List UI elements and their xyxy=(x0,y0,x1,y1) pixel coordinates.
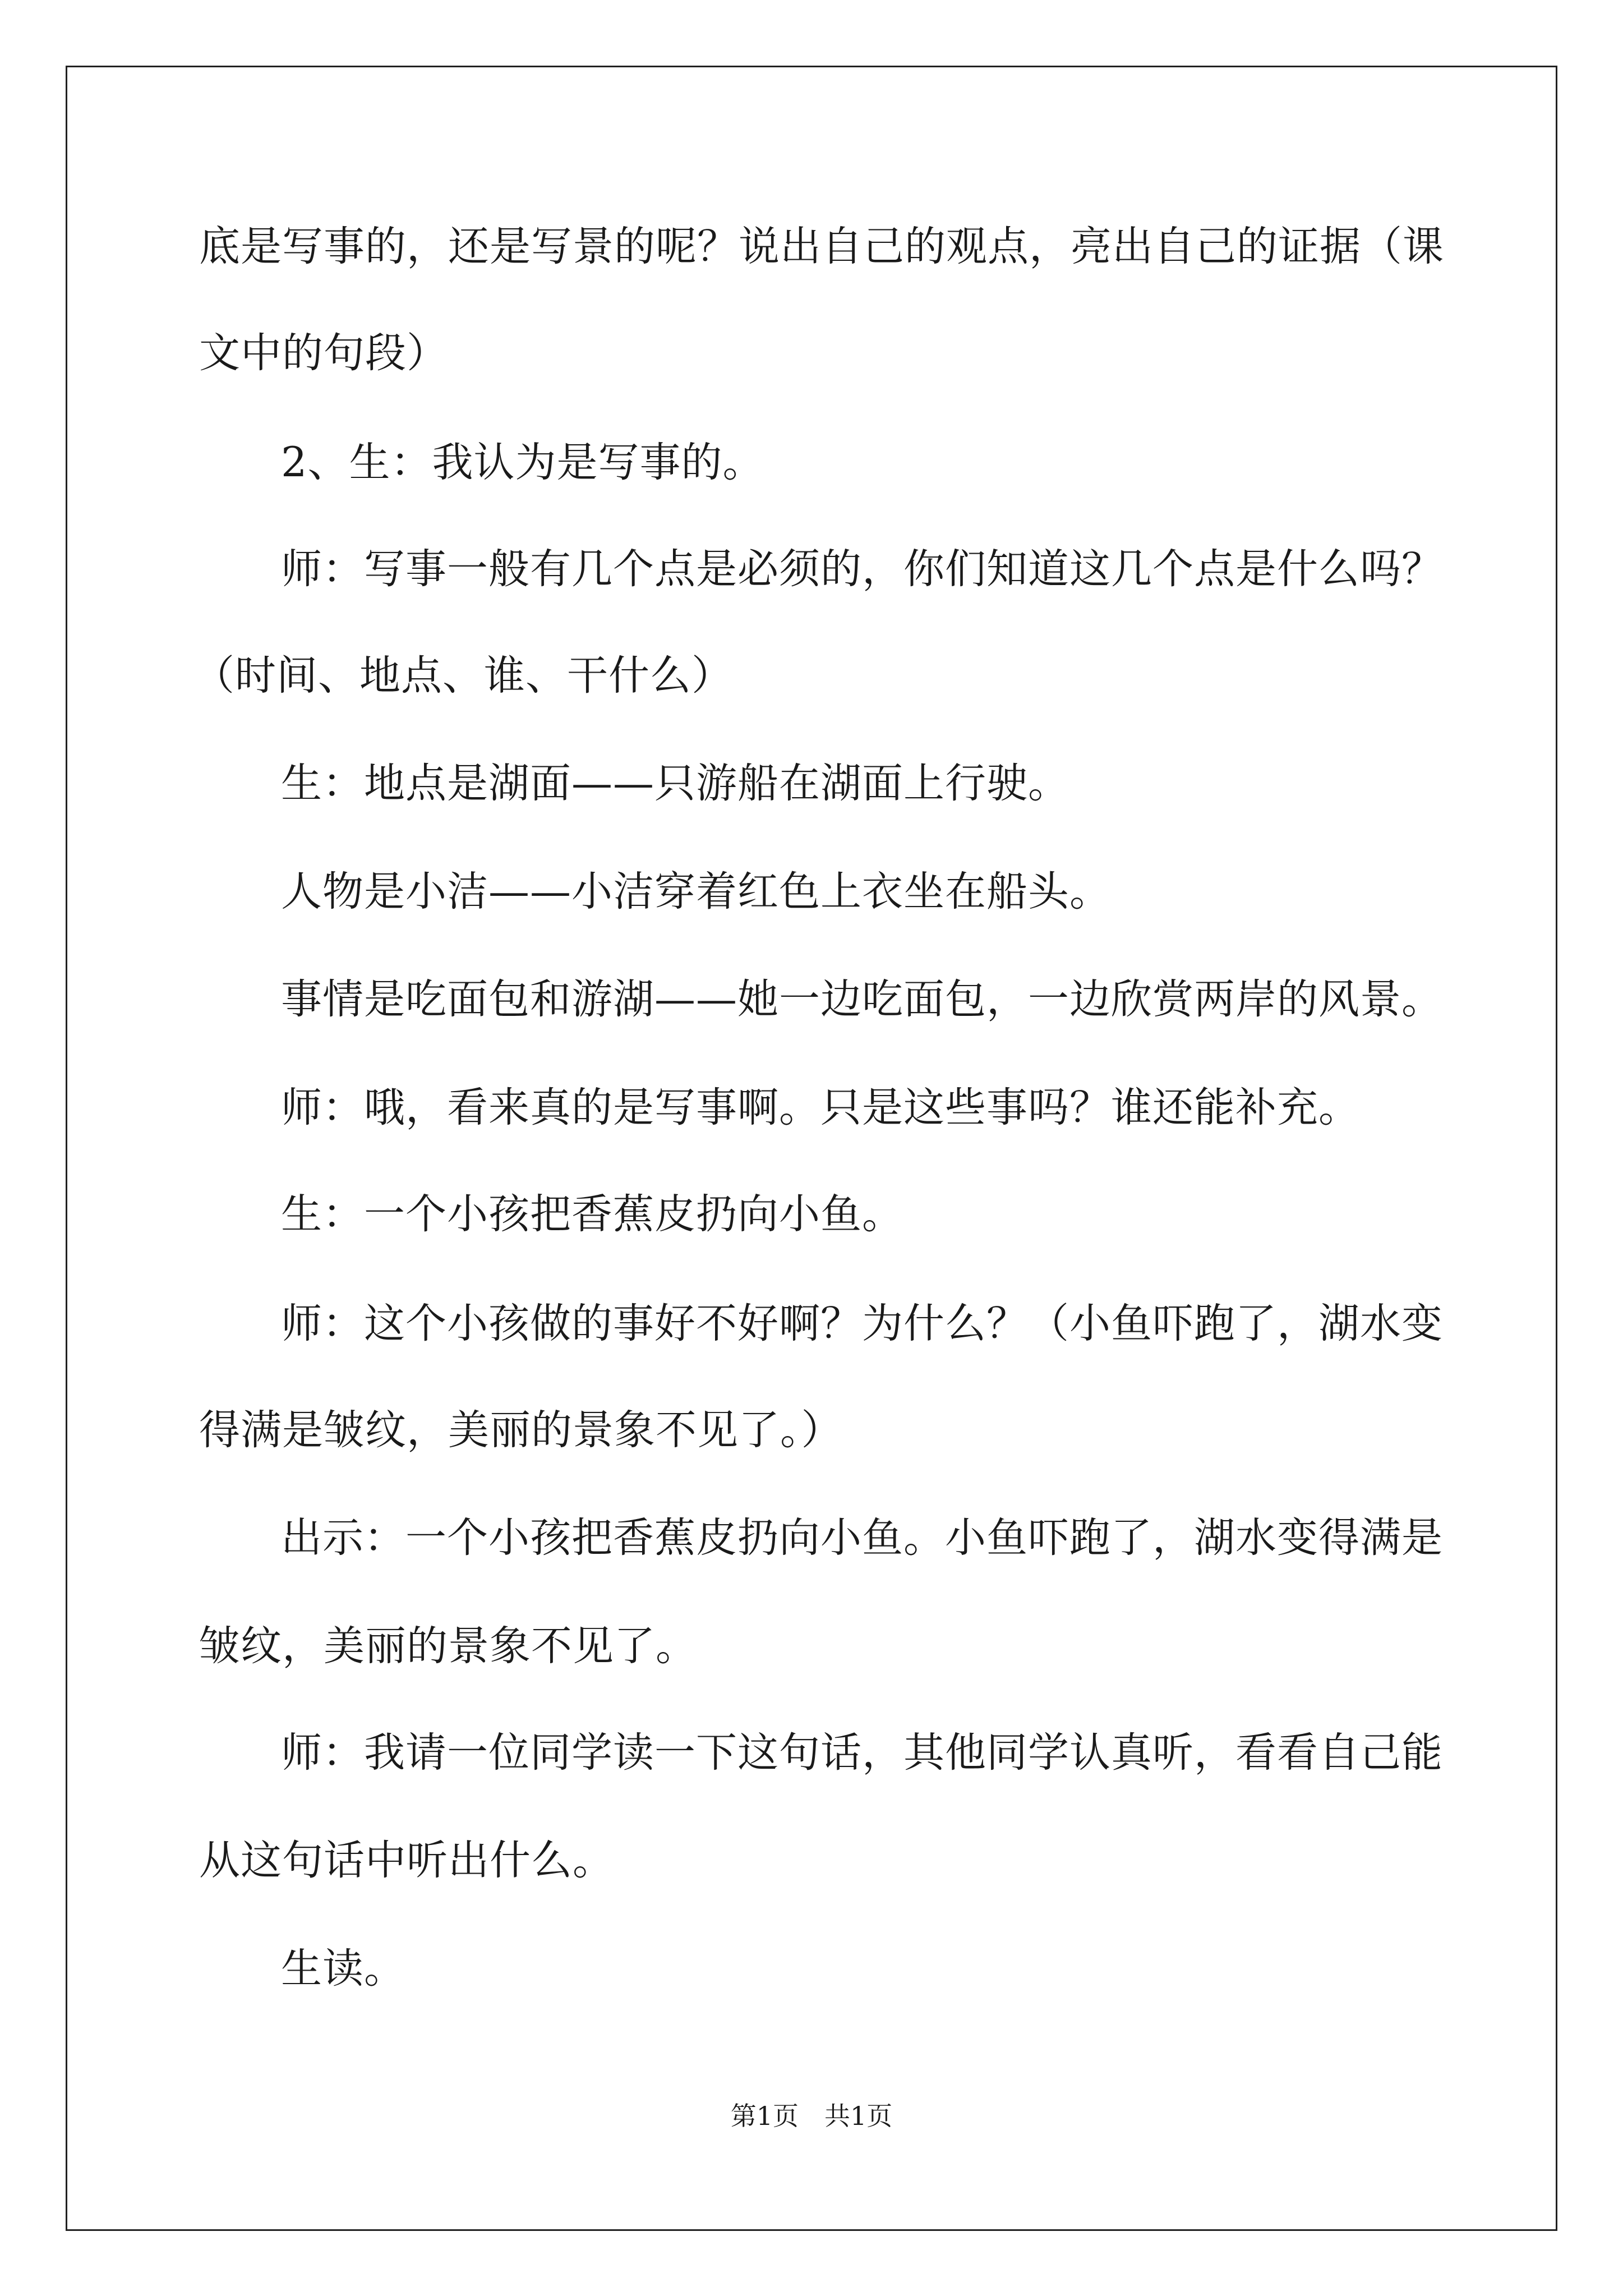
text-line: 生：一个小孩把香蕉皮扔向小鱼。 xyxy=(281,1190,903,1238)
text-line: 师：这个小孩做的事好不好啊？为什么？（小鱼吓跑了，湖水变 xyxy=(281,1300,1443,1347)
text-line: 生读。 xyxy=(281,1945,405,1993)
text-line: 文中的句段） xyxy=(199,329,448,377)
page-number: 第1页 共1页 xyxy=(730,2101,893,2131)
text-line: 师：写事一般有几个点是必须的，你们知道这几个点是什么吗？ xyxy=(281,545,1443,593)
text-line: 从这句话中听出什么。 xyxy=(199,1837,614,1884)
page-frame xyxy=(66,66,1557,2231)
text-line: 师：我请一位同学读一下这句话，其他同学认真听，看看自己能 xyxy=(281,1729,1443,1777)
text-line: 2、生：我认为是写事的。 xyxy=(281,439,764,486)
text-line: （时间、地点、谁、干什么） xyxy=(193,652,733,700)
text-line: 人物是小洁——小洁穿着红色上衣坐在船头。 xyxy=(281,868,1111,915)
text-line: 事情是吃面包和游湖——她一边吃面包，一边欣赏两岸的风景。 xyxy=(281,976,1443,1023)
text-line: 得满是皱纹，美丽的景象不见了。） xyxy=(199,1406,843,1454)
text-line: 师：哦，看来真的是写事啊。只是这些事吗？谁还能补充。 xyxy=(281,1084,1360,1131)
text-line: 底是写事的，还是写景的呢？说出自己的观点，亮出自己的证据（课 xyxy=(199,223,1444,270)
text-line: 皱纹，美丽的景象不见了。 xyxy=(199,1622,697,1670)
text-line: 出示：一个小孩把香蕉皮扔向小鱼。小鱼吓跑了，湖水变得满是 xyxy=(281,1514,1443,1562)
text-line: 生：地点是湖面——只游船在湖面上行驶。 xyxy=(281,760,1069,807)
